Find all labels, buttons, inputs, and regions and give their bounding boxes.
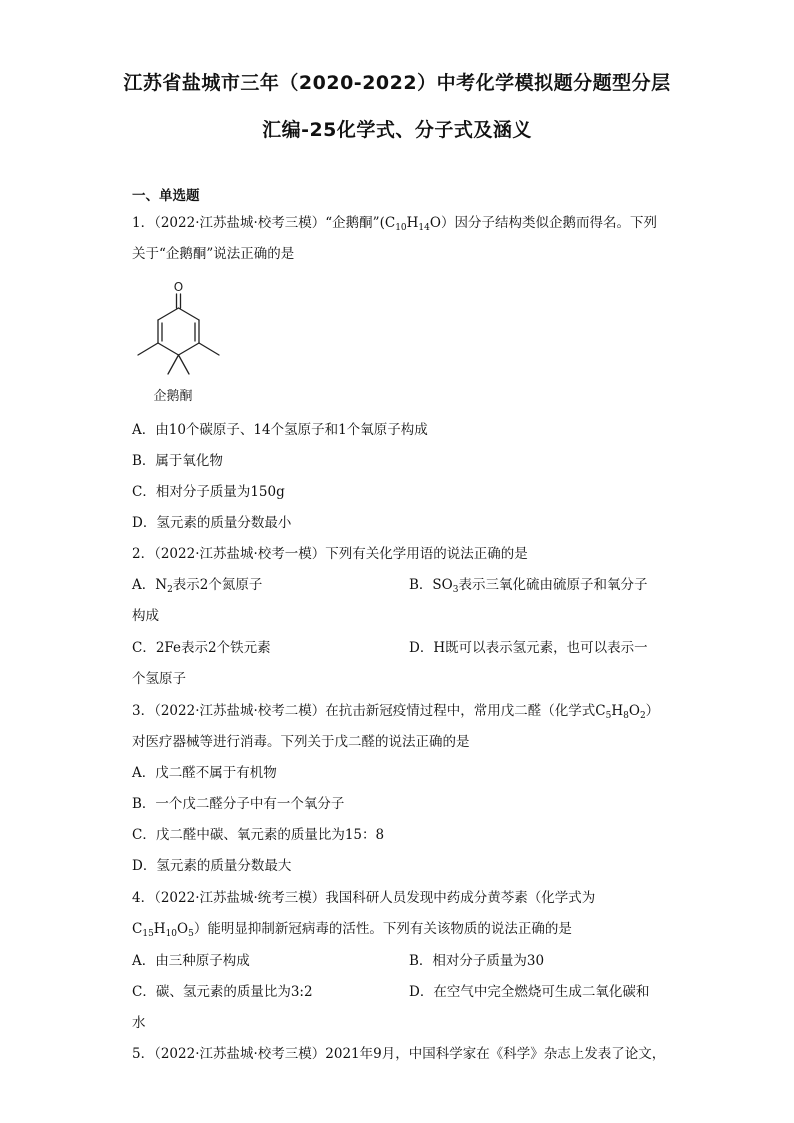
q4-option-a: A．由三种原子构成	[132, 953, 250, 969]
figure-caption: 企鹅酮	[153, 389, 193, 404]
q2-option-b-cont: 构成	[132, 608, 159, 624]
q2-stem: 2．（2022·江苏盐城·校考一模）下列有关化学用语的说法正确的是	[132, 546, 528, 562]
q2-option-c: C．2Fe表示2个铁元素	[132, 640, 271, 656]
q5-stem-line1: 5．（2022·江苏盐城·校考三模）2021年9月，中国科学家在《科学》杂志上发表了论文，	[132, 1046, 666, 1062]
q4-option-b: B．相对分子质量为30	[409, 953, 545, 969]
q2-option-a: A．$N_2$表示2个氮原子	[132, 577, 263, 595]
q4-option-d-cont: 水	[132, 1015, 146, 1031]
oxygen-atom-label: O	[173, 280, 184, 294]
document-title-line2: 汇编-25化学式、分子式及涵义	[262, 119, 532, 141]
q2-option-d-cont: 个氢原子	[132, 671, 186, 687]
section-heading: 一、单选题	[132, 188, 200, 204]
q3-option-a: A．戊二醛不属于有机物	[132, 765, 277, 781]
q2-option-d: D．H既可以表示氢元素，也可以表示一	[409, 640, 648, 656]
q3-option-d: D．氢元素的质量分数最大	[132, 858, 292, 874]
q3-option-c: C．戊二醛中碳、氧元素的质量比为15：8	[132, 827, 385, 843]
document-title-line1: 江苏省盐城市三年（2020-2022）中考化学模拟题分题型分层	[123, 72, 671, 94]
q4-stem-line2: $C_{15}H_{10}O_5$）能明显抑制新冠病毒的活性。下列有关该物质的说法正确的是	[132, 921, 572, 939]
q4-stem-line1: 4．（2022·江苏盐城·统考三模）我国科研人员发现中药成分黄芩素（化学式为	[132, 890, 596, 906]
q3-stem-line2: 对医疗器械等进行消毒。下列关于戊二醛的说法正确的是	[132, 734, 470, 750]
q3-option-b: B．一个戊二醛分子中有一个氧分子	[132, 796, 345, 812]
q4-option-c: C．碳、氢元素的质量比为3:2	[132, 984, 313, 1000]
q2-option-b: B．$SO_3$表示三氧化硫由硫原子和氧分子	[409, 577, 648, 595]
q4-option-d: D．在空气中完全燃烧可生成二氧化碳和	[409, 984, 650, 1000]
penguinone-structure-figure	[130, 276, 230, 408]
q3-stem-line1: 3．（2022·江苏盐城·校考二模）在抗击新冠疫情过程中，常用戊二醛（化学式$C_5H_8O_2$）	[132, 703, 660, 721]
q1-option-b: B．属于氧化物	[132, 453, 223, 469]
q1-option-d: D．氢元素的质量分数最小	[132, 515, 292, 531]
q1-stem-line2: 关于“企鹅酮”说法正确的是	[132, 246, 295, 262]
q1-stem-line1: 1．（2022·江苏盐城·校考三模）“企鹅酮$”(C_{10}H_{14}O)$因分子结构类似企鹅而得名。下列	[132, 215, 657, 233]
q1-option-a: A．由10个碳原子、14个氢原子和1个氧原子构成	[132, 422, 428, 438]
q1-option-c: C．相对分子质量为150g	[132, 484, 285, 500]
